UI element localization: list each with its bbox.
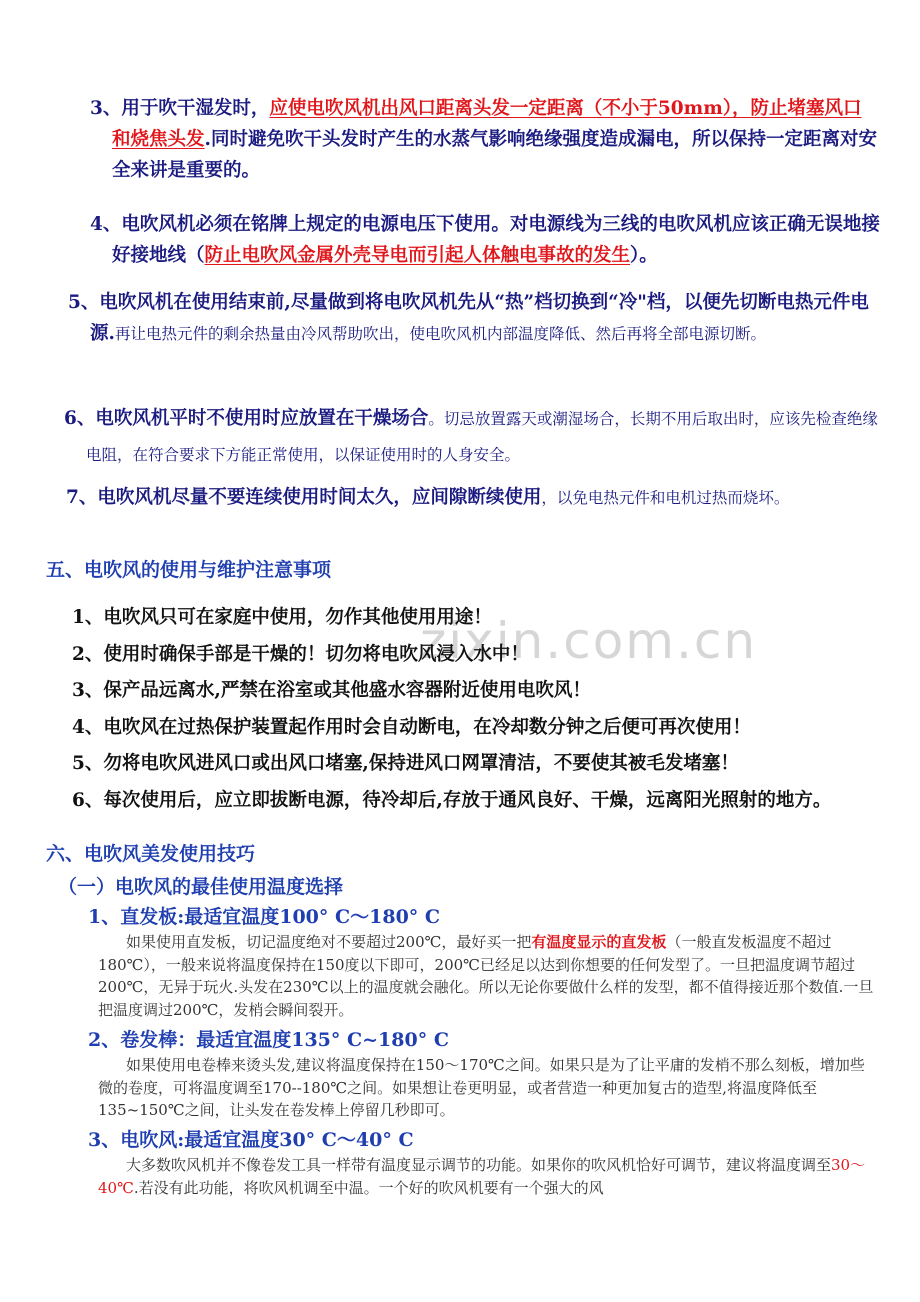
item-7-small: ，以免电热元件和电机过热而烧坏。 <box>541 489 790 507</box>
tool-3-pre: 大多数吹风机并不像卷发工具一样带有温度显示调节的功能。如果你的吹风机恰好可调节，建议将温度调至 <box>126 1156 832 1174</box>
item-7-main: 7、电吹风机尽量不要连续使用时间太久，应间隙断续使用 <box>66 487 542 508</box>
section-5-item-2: 2、使用时确保手部是干燥的！切勿将电吹风浸入水中！ <box>72 643 529 665</box>
item-3-red: 应使电吹风机出风口距离头发一定距离（不小于50mm），防止堵塞风口和烧焦头发 <box>112 98 862 150</box>
tool-2-pre: 如果使用电卷棒来烫头发,建议将温度保持在150～170℃之间。如果只是为了让平庸的发梢不那么刻板，增加些微的卷度，可将温度调至170--180℃之间。如果想让卷更明显，或者营造一种更加复古的造型,将温度降低至135~150℃之间，让头发在卷发棒上停留几秒即可。 <box>98 1056 865 1119</box>
section-5-title: 五、电吹风的使用与维护注意事项 <box>46 559 332 581</box>
item-3-prefix: 3、用于吹干湿发时， <box>90 98 270 119</box>
tool-2-heading: 2、卷发棒：最适宜温度135° C~180° C <box>88 1029 449 1051</box>
watermark: zixin.com.cn <box>420 612 758 670</box>
item-3 <box>90 93 880 186</box>
section-5-list <box>72 600 880 819</box>
tool-1-red: 有温度显示的直发板 <box>531 933 667 951</box>
item-6 <box>64 401 882 473</box>
tool-3-heading: 3、电吹风:最适宜温度30° C～40° C <box>88 1129 414 1151</box>
section-6-sub1: （一）电吹风的最佳使用温度选择 <box>58 876 344 898</box>
item-5-small: 再让电热元件的剩余热量由冷风帮助吹出，使电吹风机内部温度降低、然后再将全部电源切断。 <box>114 325 766 343</box>
tool-1-pre: 如果使用直发板，切记温度绝对不要超过200℃，最好买一把 <box>126 933 532 951</box>
item-4 <box>90 209 880 271</box>
item-5-main: 5、电吹风机在使用结束前,尽量做到将电吹风机先从“热”档切换到“冷"档，以便先切断电热元件电源. <box>68 292 869 344</box>
item-5 <box>68 287 882 350</box>
tool-3-post: .若没有此功能，将吹风机调至中温。一个好的吹风机要有一个强大的风 <box>133 1178 604 1197</box>
tool-3-red: 30～40℃ <box>98 1156 866 1197</box>
item-6-small: 。切忌放置露天或潮湿场合，长期不用后取出时，应该先检查绝缘电阻，在符合要求下方能正常使用，以保证使用时的人身安全。 <box>86 410 878 464</box>
item-7 <box>66 482 882 514</box>
tool-2-body <box>98 1054 878 1122</box>
section-5-item-5: 5、勿将电吹风进风口或出风口堵塞,保持进风口网罩清洁，不要使其被毛发堵塞！ <box>72 753 739 774</box>
item-4-suffix: ）。 <box>630 245 658 266</box>
section-5-item-3: 3、保产品远离水,严禁在浴室或其他盛水容器附近使用电吹风！ <box>72 680 591 701</box>
section-5-item-4: 4、电吹风在过热保护装置起作用时会自动断电，在冷却数分钟之后便可再次使用！ <box>72 716 751 738</box>
tool-3-body <box>98 1154 878 1199</box>
section-5-item-1: 1、电吹风只可在家庭中使用，勿作其他使用用途！ <box>72 607 492 628</box>
section-6-title: 六、电吹风美发使用技巧 <box>46 843 256 865</box>
item-4-prefix: 4、电吹风机必须在铭牌上规定的电源电压下使用。对电源线为三线的电吹风机应该正确无误地接好接地线（ <box>90 214 880 266</box>
tool-1-body <box>98 931 878 1021</box>
tool-1-post: （一般直发板温度不超过180℃），一般来说将温度保持在150度以下即可，200℃已经足以达到你想要的任何发型了。一旦把温度调节超过200℃，无异于玩火.头发在230℃以上的温度就会融化。所以无论你要做什么样的发型，都不值得接近那个数值.一旦把温度调过200℃，发梢会瞬间裂开。 <box>98 933 874 1019</box>
tool-1-heading: 1、直发板:最适宜温度100° C～180° C <box>88 906 441 928</box>
item-6-main: 6、电吹风机平时不使用时应放置在干燥场合 <box>64 408 429 429</box>
item-3-suffix: .同时避免吹干头发时产生的水蒸气影响绝缘强度造成漏电，所以保持一定距离对安全来讲是重要的。 <box>112 129 877 181</box>
section-5-item-6: 6、每次使用后，应立即拔断电源，待冷却后,存放于通风良好、干燥，远离阳光照射的地方。 <box>72 789 832 811</box>
item-4-red: 防止电吹风金属外壳导电而引起人体触电事故的发生 <box>204 245 631 266</box>
